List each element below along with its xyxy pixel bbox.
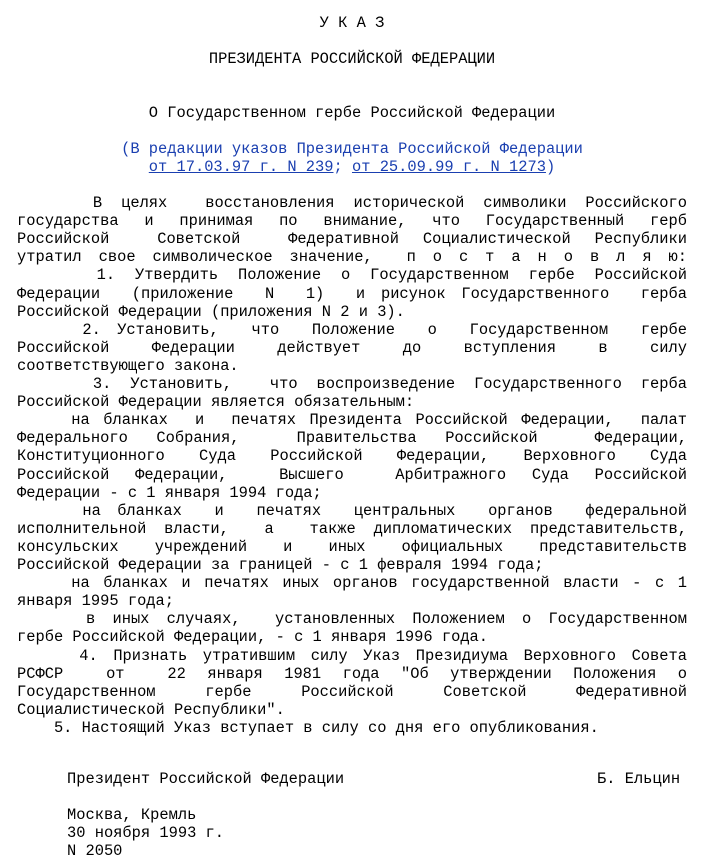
revision-link-1997[interactable]: от 17.03.97 г. N 239 xyxy=(148,158,334,176)
body-line: гербе Российской Федерации, - с 1 января 1996 года. xyxy=(17,628,489,647)
signature-name: Б. Ельцин xyxy=(597,770,681,788)
body-line: Социалистической Республики". xyxy=(17,700,285,719)
body-line: Российской Федерации (приложения N 2 и 3). xyxy=(17,302,405,321)
body-line: Федерации (приложение N 1) и рисунок Государственного герба xyxy=(17,284,687,303)
document-title: О Государственном гербе Российской Федерации xyxy=(148,104,556,122)
body-line: Федерации - с 1 января 1994 года; xyxy=(17,483,322,502)
body-line: Конституционного Суда Российской Федерации, Верховного Суда xyxy=(17,447,687,466)
body-line: консульских учреждений и иных официальных представительств xyxy=(17,537,687,556)
body-line: Российской Федерации за границей - с 1 февраля 1994 года; xyxy=(17,556,544,574)
revision-suffix: ) xyxy=(545,158,556,176)
decree-number: N 2050 xyxy=(67,842,123,860)
body-line: Российской Советской Федеративной Социалистической Республики xyxy=(17,230,687,249)
body-line: РСФСР от 22 января 1981 года "Об утверждении Положения о xyxy=(17,664,687,683)
revision-link-1999[interactable]: от 25.09.99 г. N 1273 xyxy=(351,158,546,176)
signature-position: Президент Российской Федерации xyxy=(67,770,345,788)
body-line: на бланках и печатях иных органов государственной власти - с 1 xyxy=(17,574,687,593)
body-line: 3. Установить, что воспроизведение Государственного герба xyxy=(17,375,687,393)
body-line: Российской Федерации является обязательным: xyxy=(17,393,415,412)
revision-note-links xyxy=(0,158,704,176)
body-line: Российской Федерации действует до вступления в силу xyxy=(17,338,687,357)
body-line: 1. Утвердить Положение о Государственном гербе Российской xyxy=(17,266,687,285)
revision-separator: ; xyxy=(333,158,352,176)
signing-date: 30 ноября 1993 г. xyxy=(67,824,225,842)
body-line: на бланках и печатях центральных органов федеральной xyxy=(17,501,687,520)
body-line: 4. Признать утратившим силу Указ Президиума Верховного Совета xyxy=(17,646,687,665)
body-line: января 1995 года; xyxy=(17,592,175,611)
revision-note-prefix: (В редакции указов Президента Российской Федерации xyxy=(121,140,583,158)
body-line: в иных случаях, установленных Положением о Государственном xyxy=(17,610,687,629)
issuer-heading: ПРЕЗИДЕНТА РОССИЙСКОЙ ФЕДЕРАЦИИ xyxy=(208,50,496,68)
body-line: соответствующего закона. xyxy=(17,356,239,375)
body-line: исполнительной власти, а также дипломатических представительств, xyxy=(17,519,687,538)
body-line: 5. Настоящий Указ вступает в силу со дня его опубликования. xyxy=(17,718,599,737)
body-line: 2. Установить, что Положение о Государственном гербе xyxy=(17,320,687,339)
place-of-signing: Москва, Кремль xyxy=(67,806,197,824)
body-line: В целях восстановления исторической символики Российского xyxy=(17,194,687,212)
body-line: на бланках и печатях Президента Российской Федерации, палат xyxy=(17,411,687,430)
body-line: Государственном гербе Российской Советской Федеративной xyxy=(17,682,687,701)
body-line: государства и принимая по внимание, что Государственный герб xyxy=(17,212,687,231)
body-line: утратил свое символическое значение, п о с т а н о в л я ю: xyxy=(17,248,687,267)
body-line: Российской Федерации, Высшего Арбитражного Суда Российской xyxy=(17,465,687,484)
body-line: Федерального Собрания, Правительства Российской Федерации, xyxy=(17,429,687,448)
decree-heading: У К А З xyxy=(319,14,385,32)
